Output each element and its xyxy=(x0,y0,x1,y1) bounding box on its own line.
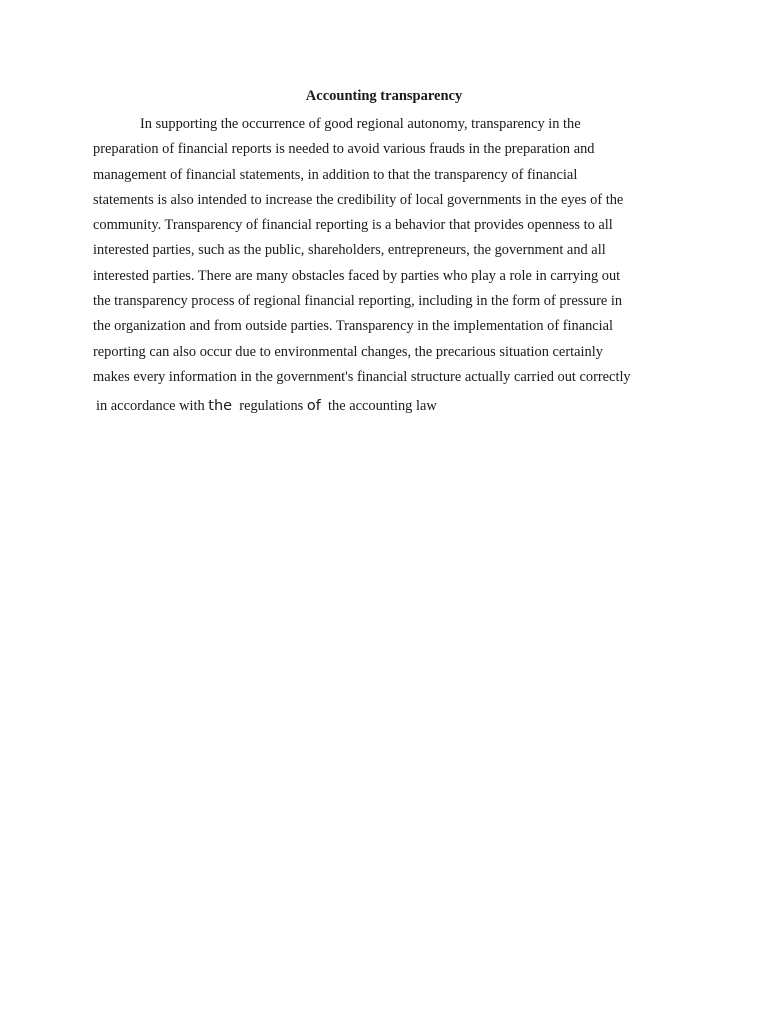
document-title: Accounting transparency xyxy=(305,88,463,104)
paragraph-line: preparation of financial reports is needed to avoid various frauds in the preparation and xyxy=(93,141,595,158)
paragraph-line: management of financial statements, in addition to that the transparency of financial xyxy=(93,166,578,183)
paragraph-line: In supporting the occurrence of good regional autonomy, transparency in the xyxy=(140,116,581,132)
paragraph-line: the transparency process of regional financial reporting, including in the form of pressure in xyxy=(93,293,623,310)
paragraph-line: the organization and from outside parties. Transparency in the implementation of financial xyxy=(93,318,614,335)
word-the: the xyxy=(208,398,233,414)
last-line-text: the accounting law xyxy=(328,398,437,414)
word-of: of xyxy=(306,398,321,414)
paragraph-line: statements is also intended to increase the credibility of local governments in the eyes of the xyxy=(93,191,624,208)
paragraph-line: interested parties. There are many obstacles faced by parties who play a role in carrying out xyxy=(93,267,621,284)
paragraph-line: reporting can also occur due to environmental changes, the precarious situation certainly xyxy=(93,343,603,360)
body-paragraph xyxy=(93,112,683,390)
paragraph-line: makes every information in the government's financial structure actually carried out correctly xyxy=(93,368,631,385)
paragraph-line: interested parties, such as the public, shareholders, entrepreneurs, the government and all xyxy=(93,242,606,259)
last-line-text: regulations xyxy=(239,398,304,414)
paragraph-line: community. Transparency of financial reporting is a behavior that provides openness to all xyxy=(93,217,613,234)
last-line-text: in accordance with xyxy=(96,398,205,414)
paragraph-last-line xyxy=(96,393,437,419)
